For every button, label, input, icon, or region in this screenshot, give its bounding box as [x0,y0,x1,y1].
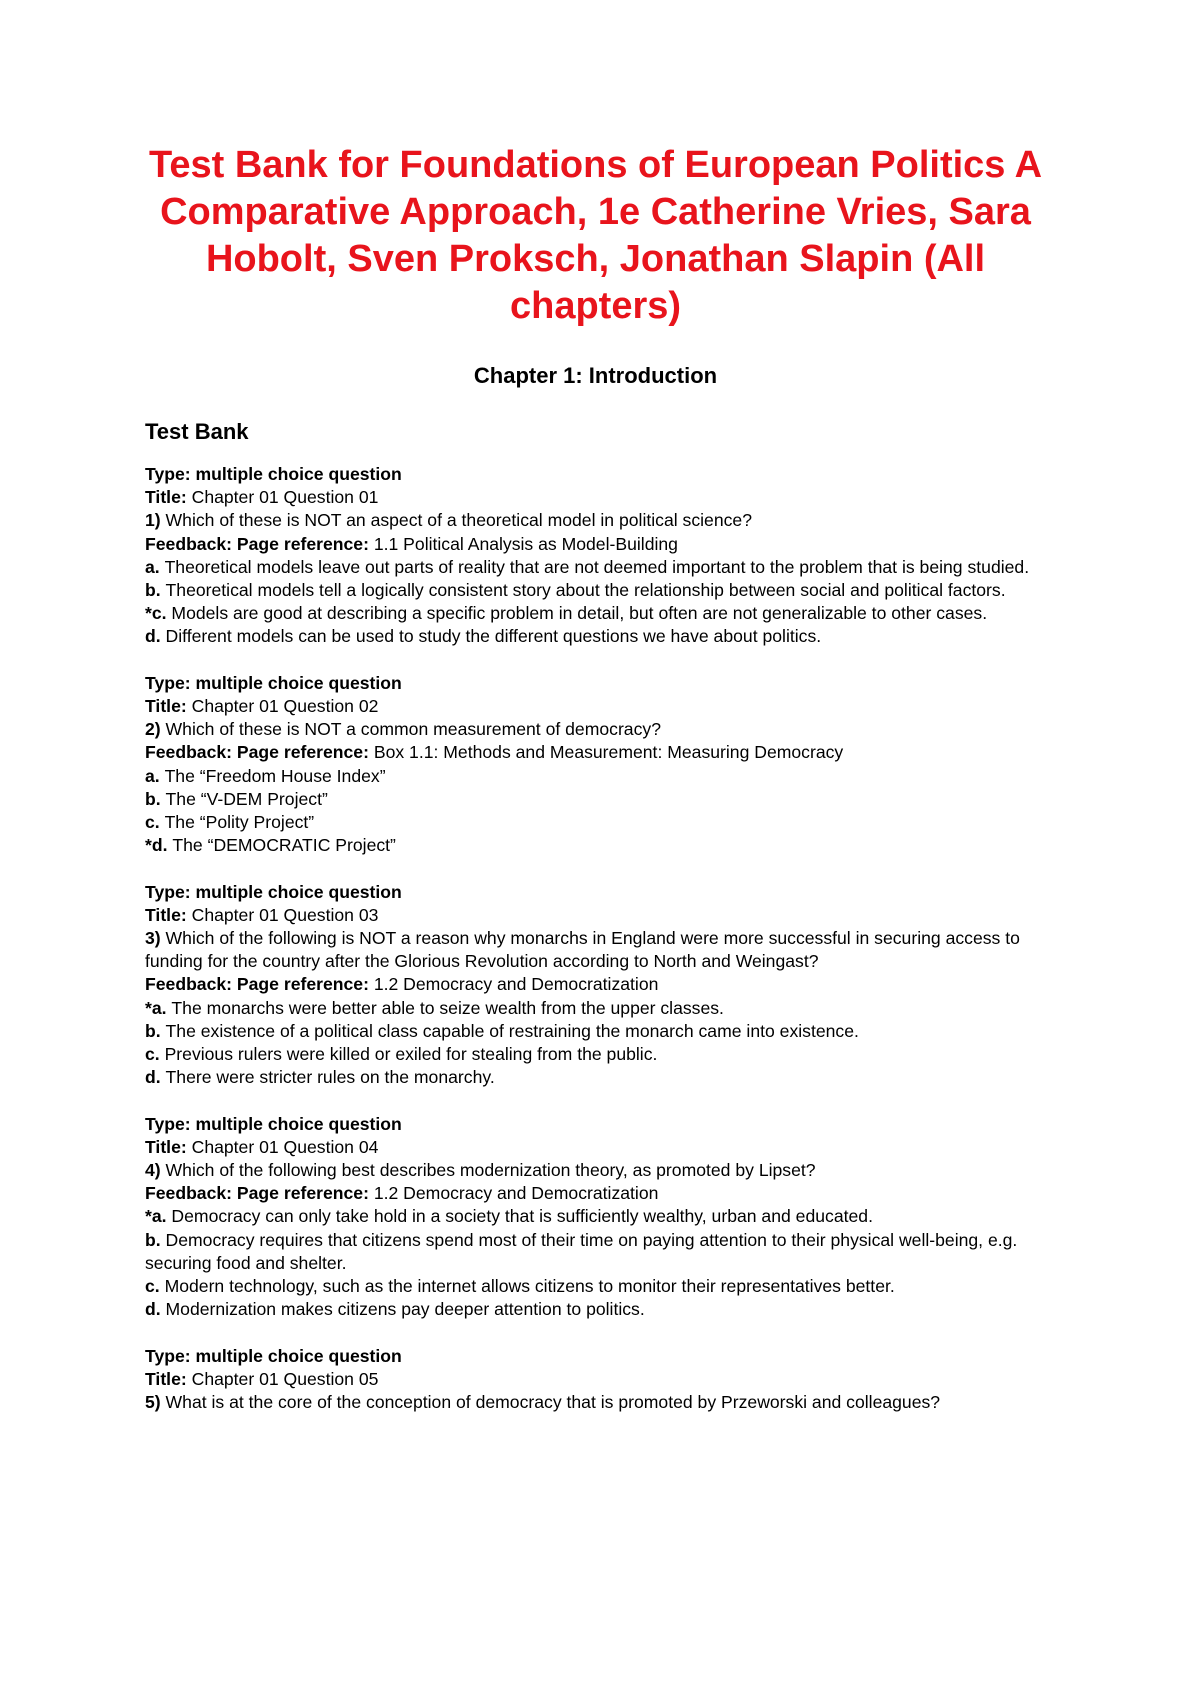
title-value: Chapter 01 Question 03 [191,904,379,925]
question-stem: Which of these is NOT a common measurement of democracy? [165,719,661,740]
type-label: Type: multiple choice question [145,1113,402,1134]
title-label: Title: [145,1368,192,1389]
option-letter: a. [145,556,165,577]
answer-option [145,997,1046,1020]
feedback-label: Feedback: Page reference: [145,533,374,554]
question-title [145,486,1046,509]
option-letter: b. [145,580,166,601]
section-heading: Test Bank [145,419,249,444]
question-type [145,672,1046,695]
option-text: The existence of a political class capable of restraining the monarch came into existence. [165,1020,859,1041]
answer-option [145,1043,1046,1066]
title-label: Title: [145,1136,192,1157]
question-block [145,672,1046,858]
feedback-value: 1.1 Political Analysis as Model-Building [373,533,678,554]
option-text: The “DEMOCRATIC Project” [172,835,396,856]
question-feedback [145,973,1046,996]
type-label: Type: multiple choice question [145,672,402,693]
feedback-label: Feedback: Page reference: [145,742,374,763]
title-label: Title: [145,904,192,925]
question-title [145,695,1046,718]
option-text: Modernization makes citizens pay deeper attention to politics. [165,1299,645,1320]
question-text [145,1391,1046,1414]
question-block [145,1113,1046,1322]
answer-option [145,556,1046,579]
question-text [145,1159,1046,1182]
option-letter: *d. [145,835,173,856]
option-text: Models are good at describing a specific problem in detail, but often are not generalizable to other cases. [171,603,988,624]
question-type [145,1113,1046,1136]
question-stem: Which of these is NOT an aspect of a theoretical model in political science? [165,510,752,531]
option-text: Democracy can only take hold in a society that is sufficiently wealthy, urban and educated. [171,1206,873,1227]
option-letter: c. [145,1044,165,1065]
option-text: Democracy requires that citizens spend most of their time on paying attention to their physical well-being, e.g. securing food and shelter. [145,1229,1018,1273]
feedback-value: 1.2 Democracy and Democratization [373,1183,659,1204]
question-number: 4) [145,1160,166,1181]
question-text [145,718,1046,741]
answer-option [145,765,1046,788]
question-stem: Which of the following is NOT a reason why monarchs in England were more successful in securing access to funding for the country after the Glorious Revolution according to North and Weingast? [145,928,1020,972]
answer-option [145,1205,1046,1228]
question-number: 3) [145,928,166,949]
option-letter: c. [145,1276,165,1297]
option-letter: d. [145,626,166,647]
option-text: Modern technology, such as the internet allows citizens to monitor their representatives better. [164,1276,895,1297]
option-letter: c. [145,812,165,833]
question-title [145,1368,1046,1391]
question-list [145,446,1046,1414]
option-text: Theoretical models leave out parts of reality that are not deemed important to the problem that is being studied. [164,556,1030,577]
option-letter: b. [145,1020,166,1041]
answer-option [145,1229,1046,1275]
option-text: There were stricter rules on the monarchy. [165,1067,495,1088]
title-value: Chapter 01 Question 05 [191,1368,379,1389]
type-label: Type: multiple choice question [145,881,402,902]
question-feedback [145,1182,1046,1205]
answer-option [145,579,1046,602]
question-feedback [145,533,1046,556]
option-letter: *a. [145,1206,172,1227]
feedback-value: 1.2 Democracy and Democratization [373,974,659,995]
answer-option [145,625,1046,648]
answer-option [145,1066,1046,1089]
option-text: Different models can be used to study the different questions we have about politics. [165,626,822,647]
question-type [145,881,1046,904]
answer-option [145,1020,1046,1043]
question-stem: What is at the core of the conception of democracy that is promoted by Przeworski and colleagues? [165,1392,941,1413]
feedback-value: Box 1.1: Methods and Measurement: Measuring Democracy [373,742,844,763]
feedback-label: Feedback: Page reference: [145,974,374,995]
question-number: 1) [145,510,166,531]
option-letter: b. [145,1229,166,1250]
question-number: 5) [145,1392,166,1413]
answer-option [145,788,1046,811]
question-stem: Which of the following best describes modernization theory, as promoted by Lipset? [165,1160,816,1181]
option-letter: *a. [145,997,172,1018]
feedback-label: Feedback: Page reference: [145,1183,374,1204]
question-title [145,904,1046,927]
answer-option [145,1275,1046,1298]
option-letter: a. [145,765,165,786]
option-letter: *c. [145,603,172,624]
question-block [145,1345,1046,1415]
option-text: The “Polity Project” [164,812,315,833]
question-text [145,927,1046,973]
option-letter: b. [145,788,166,809]
question-block [145,463,1046,649]
question-feedback [145,741,1046,764]
title-label: Title: [145,696,192,717]
question-type [145,1345,1046,1368]
question-text [145,509,1046,532]
option-text: Theoretical models tell a logically consistent story about the relationship between social and political factors. [165,580,1006,601]
option-text: The monarchs were better able to seize wealth from the upper classes. [171,997,724,1018]
option-letter: d. [145,1067,166,1088]
option-letter: d. [145,1299,166,1320]
chapter-heading: Chapter 1: Introduction [473,363,718,388]
question-title [145,1136,1046,1159]
option-text: The “Freedom House Index” [164,765,386,786]
answer-option [145,1298,1046,1321]
type-label: Type: multiple choice question [145,1345,402,1366]
answer-option [145,834,1046,857]
answer-option [145,602,1046,625]
option-text: Previous rulers were killed or exiled for stealing from the public. [164,1044,658,1065]
option-text: The “V-DEM Project” [165,788,328,809]
type-label: Type: multiple choice question [145,464,402,484]
title-value: Chapter 01 Question 04 [191,1136,379,1157]
title-value: Chapter 01 Question 01 [191,487,379,508]
question-number: 2) [145,719,166,740]
question-type [145,463,1046,486]
title-value: Chapter 01 Question 02 [191,696,379,717]
answer-option [145,811,1046,834]
document-title: Test Bank for Foundations of European Politics A Comparative Approach, 1e Catherine Vries, Sara Hobolt, Sven Proksch, Jonathan Slapin (All chapters) [148,144,1043,327]
title-label: Title: [145,487,192,508]
question-block [145,881,1046,1090]
